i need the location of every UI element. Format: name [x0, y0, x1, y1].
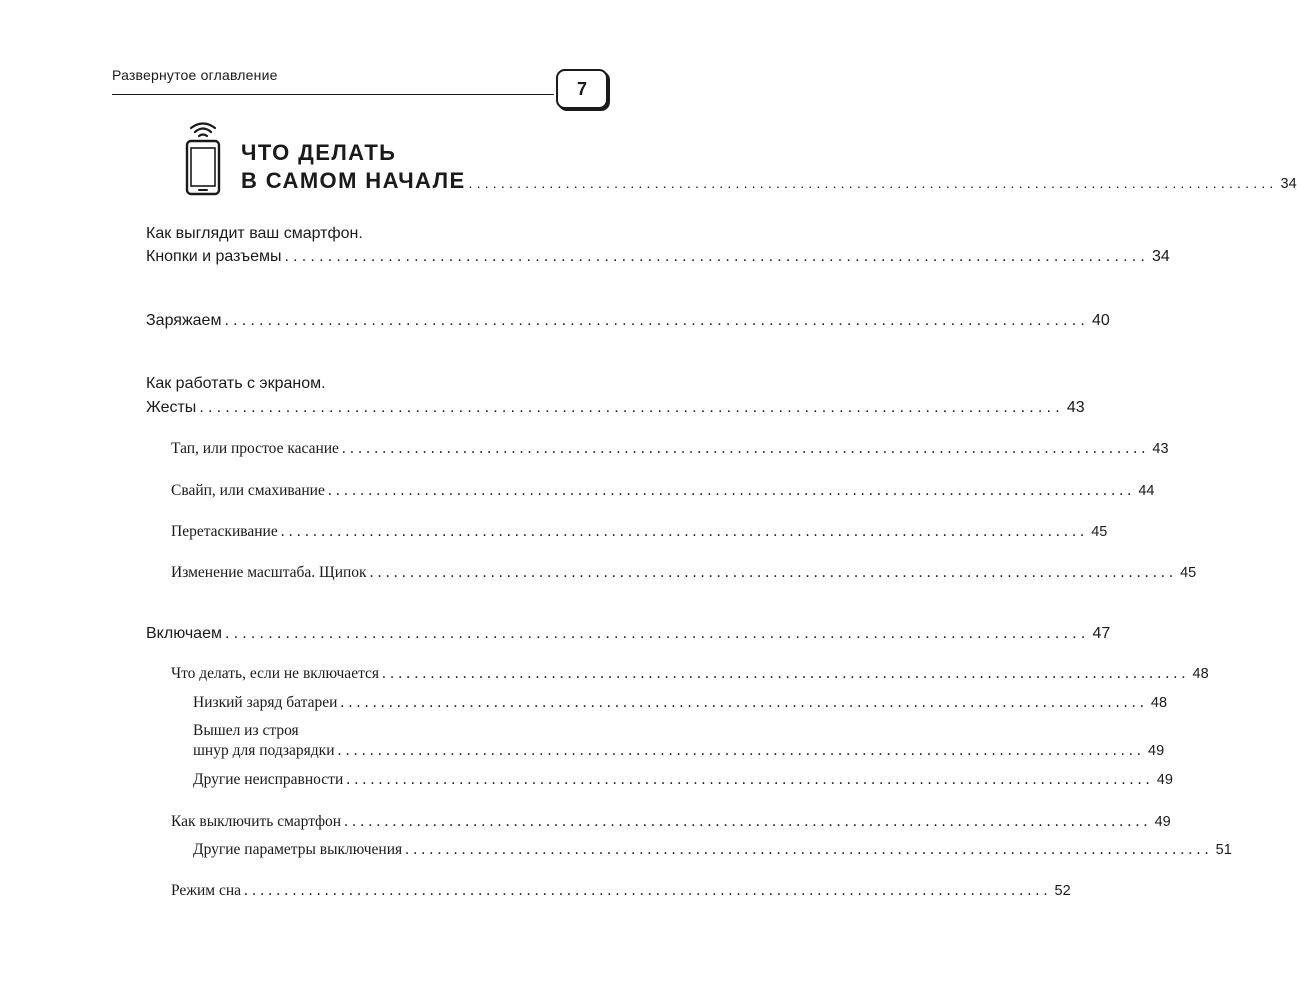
toc-subentry [171, 882, 1071, 900]
toc-entry [146, 248, 1170, 266]
dot-leader: .................................................................................................... [346, 771, 1154, 788]
toc-entry-page: 49 [1156, 772, 1173, 788]
toc-entry-title: Тап, или простое касание [171, 440, 339, 457]
toc-entry-title: Низкий заряд батареи [193, 694, 338, 711]
chapter-title-line-1: ЧТО ДЕЛАТЬ [241, 140, 397, 165]
toc-entry-page: 47 [1092, 625, 1111, 642]
toc-subentry [171, 813, 1171, 831]
toc-entry-page: 51 [1215, 842, 1232, 858]
toc-entry-page: 40 [1091, 312, 1110, 329]
toc-entry-title: Другие параметры выключения [193, 841, 403, 858]
toc-entry-title: шнур для подзарядки [193, 742, 335, 759]
toc-subentry [171, 564, 1197, 582]
toc-entry-title: Кнопки и разъемы [146, 248, 282, 265]
chapter-title-line-2: В САМОМ НАЧАЛЕ [241, 168, 466, 193]
toc-entry-page: 43 [1152, 441, 1169, 457]
toc-entry-title: Режим сна [171, 882, 242, 899]
toc-entry-line-1: Вышел из строя [193, 722, 299, 739]
dot-leader: .................................................................................................... [244, 882, 1052, 899]
chapter-page-number: 34 [1280, 176, 1297, 192]
toc-entry-title: Как выключить смартфон [171, 813, 342, 830]
toc-subsubentry [193, 742, 1165, 760]
toc-subentry [171, 523, 1108, 541]
toc-entry-title: Включаем [146, 625, 222, 642]
dot-leader: .................................................................................................... [224, 312, 1089, 329]
header-rule [112, 94, 554, 95]
dot-leader: .................................................................................................... [280, 523, 1089, 540]
toc-entry-page: 52 [1054, 883, 1071, 899]
toc-subsubentry [193, 771, 1173, 789]
toc-entry-line-1: Как работать с экраном. [146, 375, 326, 392]
dot-leader: .................................................................................................... [405, 841, 1213, 858]
toc-entry-title: Заряжаем [146, 312, 222, 329]
toc-entry-page: 34 [1152, 248, 1170, 265]
toc-entry-page: 45 [1091, 524, 1108, 540]
toc-entry [146, 312, 1110, 330]
dot-leader: .................................................................................................... [224, 625, 1090, 642]
toc-entry-title: Изменение масштаба. Щипок [171, 564, 367, 581]
toc-entry-title: Жесты [146, 399, 197, 416]
chapter-title-row [241, 168, 1297, 194]
dot-leader: .................................................................................................... [382, 665, 1190, 682]
dot-leader: .................................................................................................... [341, 440, 1150, 457]
running-header-title: Развернутое оглавление [112, 67, 278, 83]
toc-subentry [171, 440, 1169, 458]
toc-entry-page: 44 [1138, 483, 1155, 499]
dot-leader: .................................................................................................... [468, 175, 1278, 191]
toc-entry-line-1: Как выглядит ваш смартфон. [146, 225, 363, 242]
toc-entry-title: Что делать, если не включается [171, 665, 380, 682]
dot-leader: .................................................................................................... [284, 248, 1150, 265]
toc-subsubentry [193, 841, 1232, 859]
toc-entry [146, 399, 1085, 417]
page-number-badge: 7 [556, 69, 608, 109]
toc-entry-title: Свайп, или смахивание [171, 482, 325, 499]
toc-entry-page: 43 [1066, 399, 1085, 416]
toc-entry-page: 48 [1192, 666, 1209, 682]
dot-leader: .................................................................................................... [340, 694, 1148, 711]
toc-entry-title: Другие неисправности [193, 771, 344, 788]
toc-subsubentry [193, 694, 1168, 712]
smartphone-signal-icon [183, 122, 223, 196]
dot-leader: .................................................................................................... [327, 482, 1136, 499]
dot-leader: .................................................................................................... [369, 564, 1178, 581]
toc-subentry [171, 482, 1155, 500]
toc-entry-page: 48 [1150, 695, 1168, 711]
dot-leader: .................................................................................................... [199, 399, 1064, 416]
toc-subentry [171, 665, 1209, 683]
dot-leader: .................................................................................................... [344, 813, 1152, 830]
toc-entry-page: 45 [1180, 565, 1197, 581]
toc-entry-page: 49 [1148, 743, 1165, 759]
toc-entry-title: Перетаскивание [171, 523, 278, 540]
dot-leader: .................................................................................................... [337, 742, 1145, 759]
toc-entry [146, 625, 1111, 643]
toc-entry-page: 49 [1154, 814, 1171, 830]
